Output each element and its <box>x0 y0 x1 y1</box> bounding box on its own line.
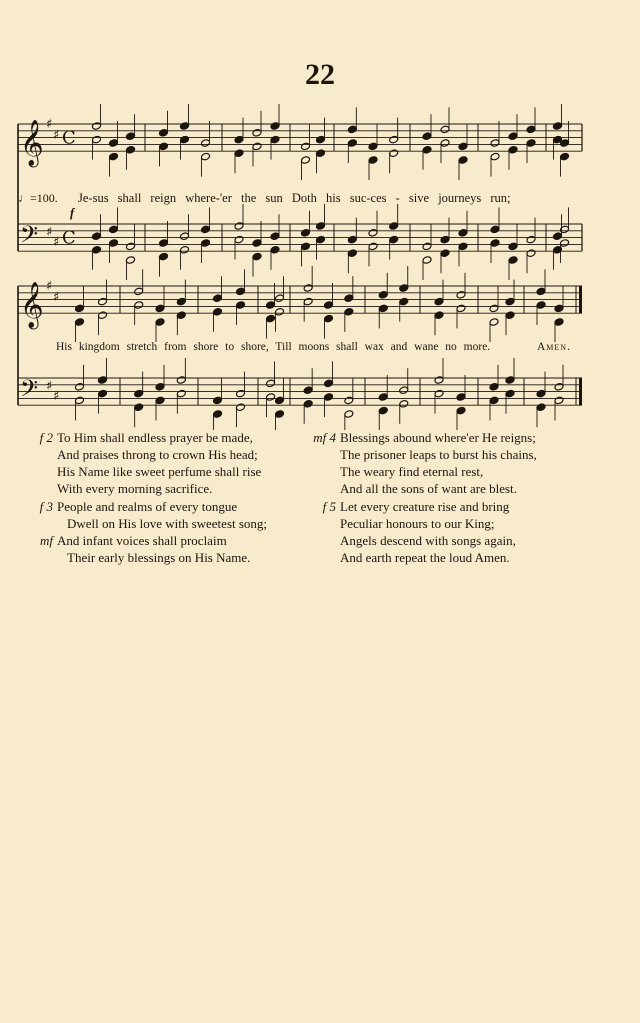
notehead <box>236 287 246 296</box>
notehead <box>92 246 102 255</box>
notehead <box>270 246 280 255</box>
verse-line: The weary find eternal rest, <box>340 464 484 479</box>
notehead <box>458 156 468 165</box>
notehead <box>489 304 499 313</box>
sharp-icon: ♯ <box>53 235 60 250</box>
notehead <box>98 297 108 306</box>
notehead <box>508 242 518 251</box>
common-time-icon: C <box>62 227 76 249</box>
notehead <box>180 232 190 241</box>
notehead <box>266 301 276 310</box>
verse-text: People and realms of every tongue <box>57 499 238 514</box>
notehead <box>316 135 326 144</box>
notehead <box>553 232 563 241</box>
notehead <box>109 225 119 234</box>
notehead <box>301 229 311 238</box>
notehead <box>456 304 466 313</box>
notehead <box>389 149 399 158</box>
notehead <box>490 239 500 248</box>
notehead <box>75 304 85 313</box>
notehead <box>399 400 409 409</box>
notehead <box>98 389 108 398</box>
notehead <box>275 410 285 419</box>
notehead <box>324 379 334 388</box>
notehead <box>301 142 311 151</box>
notehead <box>347 249 357 258</box>
bass-clef-icon: 𝄢 <box>20 374 39 408</box>
sharp-icon: ♯ <box>53 290 60 306</box>
notehead <box>213 410 223 419</box>
verse-line: Dwell on His love with sweetest song; <box>67 516 268 531</box>
notehead <box>201 225 211 234</box>
verse-line: Angels descend with songs again, <box>340 533 516 548</box>
notehead <box>526 125 536 134</box>
notehead <box>159 129 169 138</box>
verse-mark: mf 4 <box>313 430 336 445</box>
notehead <box>213 294 223 303</box>
notehead <box>399 284 409 293</box>
notehead <box>98 311 108 320</box>
notehead <box>75 318 85 327</box>
treble-clef-icon: 𝄞 <box>20 120 44 167</box>
notehead <box>344 396 354 405</box>
notehead <box>324 393 334 402</box>
verse-line: His Name like sweet perfume shall rise <box>57 464 262 479</box>
verse-4 <box>313 429 537 497</box>
notehead <box>434 389 444 398</box>
notehead <box>344 410 354 419</box>
notehead <box>490 152 500 161</box>
notehead <box>378 291 388 300</box>
notehead <box>456 393 466 402</box>
notehead <box>434 297 444 306</box>
notehead <box>505 311 515 320</box>
common-time-icon: C <box>62 127 76 149</box>
notehead <box>434 311 444 320</box>
notehead <box>316 149 326 158</box>
verse-line <box>313 429 537 446</box>
notehead <box>508 132 518 141</box>
notehead <box>490 225 500 234</box>
notehead <box>109 239 119 248</box>
page-number: 22 <box>305 58 335 91</box>
notehead <box>159 239 169 248</box>
sharp-icon: ♯ <box>53 389 60 404</box>
verse-line: Their early blessings on His Name. <box>67 550 251 565</box>
notehead <box>505 297 515 306</box>
notehead <box>98 376 108 385</box>
notehead <box>266 393 276 402</box>
notehead <box>440 139 450 148</box>
notehead <box>234 235 244 244</box>
verse-mark: f 2 <box>39 430 53 445</box>
notehead <box>126 242 136 251</box>
notehead <box>422 242 432 251</box>
notehead <box>236 389 246 398</box>
notehead <box>180 135 190 144</box>
notehead <box>303 284 313 293</box>
notehead <box>554 318 564 327</box>
notehead <box>347 125 357 134</box>
notehead <box>456 291 466 300</box>
verse-line: With every morning sacrifice. <box>57 481 213 496</box>
notehead <box>399 386 409 395</box>
notehead <box>347 235 357 244</box>
notehead <box>489 396 499 405</box>
notehead <box>252 252 262 261</box>
notehead <box>109 152 119 161</box>
sharp-icon: ♯ <box>46 224 53 240</box>
notehead <box>236 403 246 412</box>
notehead <box>378 393 388 402</box>
verse-line: The prisoner leaps to burst his chains, <box>340 447 537 462</box>
notehead <box>180 246 190 255</box>
notehead <box>489 383 499 392</box>
verse-5 <box>322 498 516 566</box>
notehead <box>155 383 165 392</box>
notehead <box>155 304 165 313</box>
final-bar-thick <box>579 286 582 313</box>
notehead <box>458 242 468 251</box>
notehead <box>316 222 326 231</box>
notehead <box>505 389 515 398</box>
notehead <box>347 139 357 148</box>
notehead <box>75 396 85 405</box>
notehead <box>201 139 211 148</box>
notehead <box>234 222 244 231</box>
notehead <box>301 156 311 165</box>
notehead <box>440 249 450 258</box>
notehead <box>270 135 280 144</box>
notehead <box>180 122 190 131</box>
notehead <box>266 379 276 388</box>
notehead <box>270 122 280 131</box>
notehead <box>316 235 326 244</box>
notehead <box>553 122 563 131</box>
notehead <box>368 156 378 165</box>
notehead <box>508 146 518 155</box>
notehead <box>553 246 563 255</box>
notehead <box>344 294 354 303</box>
notehead <box>303 400 313 409</box>
notehead <box>236 301 246 310</box>
notehead <box>368 242 378 251</box>
notehead <box>176 389 186 398</box>
notehead <box>109 139 119 148</box>
notehead <box>252 239 262 248</box>
verse-line: And all the sons of want are blest. <box>340 481 517 496</box>
notehead <box>92 122 102 131</box>
notehead <box>301 242 311 251</box>
notehead <box>266 314 276 323</box>
notehead <box>389 222 399 231</box>
verse-line <box>39 429 261 446</box>
notehead <box>560 225 570 234</box>
verse-line <box>39 498 267 515</box>
notehead <box>489 318 499 327</box>
notehead <box>126 256 136 265</box>
notehead <box>422 132 432 141</box>
verse-text: And infant voices shall proclaim <box>57 533 227 548</box>
treble-clef-icon: 𝄞 <box>20 282 44 329</box>
sharp-icon: ♯ <box>46 117 53 132</box>
notehead <box>176 376 186 385</box>
notehead <box>560 152 570 161</box>
sharp-icon: ♯ <box>53 128 60 144</box>
notehead <box>134 287 144 296</box>
verse-mark: f 3 <box>39 499 53 514</box>
notehead <box>134 301 144 310</box>
notehead <box>422 256 432 265</box>
notehead <box>303 386 313 395</box>
notehead <box>252 129 262 138</box>
notehead <box>213 308 223 317</box>
notehead <box>201 239 211 248</box>
notehead <box>344 308 354 317</box>
notehead <box>275 294 285 303</box>
notehead <box>389 135 399 144</box>
notehead <box>399 297 409 306</box>
system1-lyrics: Je-sus shall reign where-'er the sun Doth his suc-ces - sive journeys run; <box>78 191 511 205</box>
notehead <box>155 396 165 405</box>
system2-lyrics: His kingdom stretch from shore to shore, Till moons shall wax and wane no more. <box>56 341 491 353</box>
notehead <box>234 149 244 158</box>
notehead <box>536 403 546 412</box>
notehead <box>176 311 186 320</box>
verse-line: And earth repeat the loud Amen. <box>340 550 510 565</box>
verse-3 <box>39 498 268 566</box>
notehead <box>458 229 468 238</box>
verse-mark: mf <box>40 533 53 548</box>
notehead <box>560 239 570 248</box>
verse-line: Peculiar honours to our King; <box>340 516 495 531</box>
notehead <box>368 229 378 238</box>
notehead <box>422 146 432 155</box>
notehead <box>176 297 186 306</box>
notehead <box>368 142 378 151</box>
notehead <box>526 235 536 244</box>
notehead <box>554 396 564 405</box>
notehead <box>75 383 85 392</box>
notehead <box>252 142 262 151</box>
sharp-icon: ♯ <box>46 378 53 394</box>
sharp-icon: ♯ <box>46 279 53 294</box>
notehead <box>134 403 144 412</box>
verse-2 <box>39 429 262 497</box>
bass-clef-icon: 𝄢 <box>20 220 39 254</box>
verse-text: To Him shall endless prayer be made, <box>57 430 253 445</box>
verse-line: And praises throng to crown His head; <box>57 447 258 462</box>
verse-line <box>40 532 267 549</box>
notehead <box>303 297 313 306</box>
notehead <box>126 132 136 141</box>
music-score <box>0 0 640 430</box>
notehead <box>554 304 564 313</box>
notehead <box>536 287 546 296</box>
notehead <box>126 146 136 155</box>
notehead <box>159 252 169 261</box>
notehead <box>554 383 564 392</box>
notehead <box>526 139 536 148</box>
notehead <box>505 376 515 385</box>
notehead <box>275 396 285 405</box>
notehead <box>536 301 546 310</box>
notehead <box>134 389 144 398</box>
notehead <box>92 232 102 241</box>
verse-text: Let every creature rise and bring <box>340 499 510 514</box>
notehead <box>92 135 102 144</box>
notehead <box>508 256 518 265</box>
notehead <box>213 396 223 405</box>
verse-line <box>322 498 516 515</box>
notehead <box>275 308 285 317</box>
tempo-mark: ♩=100. <box>18 191 58 205</box>
notehead <box>201 152 211 161</box>
notehead <box>536 389 546 398</box>
notehead <box>458 142 468 151</box>
final-bar-thick <box>579 378 582 405</box>
amen-label: Amen. <box>537 341 571 353</box>
notehead <box>440 125 450 134</box>
notehead <box>234 135 244 144</box>
notehead <box>456 406 466 415</box>
notehead <box>324 314 334 323</box>
notehead <box>526 249 536 258</box>
dynamic-forte: f <box>70 206 75 220</box>
notehead <box>159 142 169 151</box>
notehead <box>434 376 444 385</box>
notehead <box>324 301 334 310</box>
notehead <box>490 139 500 148</box>
notehead <box>270 232 280 241</box>
notehead <box>378 304 388 313</box>
verse-text: Blessings abound where'er He reigns; <box>340 430 536 445</box>
notehead <box>389 235 399 244</box>
notehead <box>378 406 388 415</box>
verse-mark: f 5 <box>322 499 336 514</box>
notehead <box>440 235 450 244</box>
notehead <box>155 318 165 327</box>
